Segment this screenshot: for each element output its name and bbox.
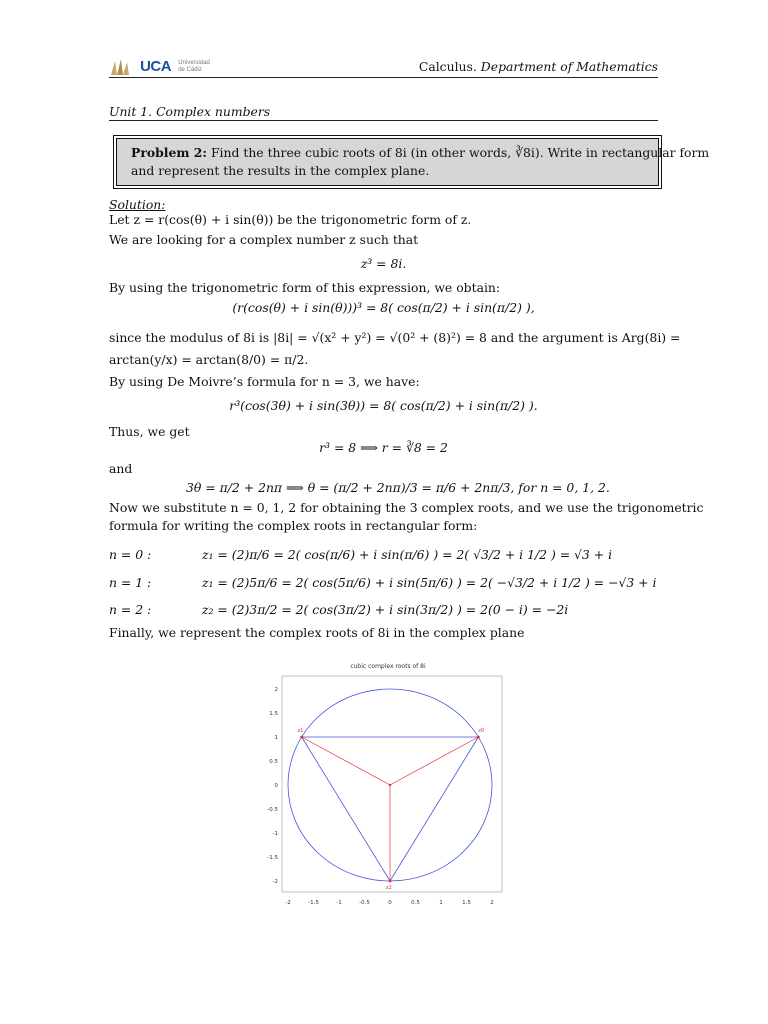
solution-line-7: Thus, we get — [109, 424, 190, 439]
solution-line-4: since the modulus of 8i is |8i| = √(x² + y²) = √(0² + (8)²) = 8 and the argument is Arg(8i) = — [109, 330, 681, 345]
chart-svg — [266, 656, 506, 912]
complex-roots-chart — [266, 656, 506, 912]
point-z0 — [477, 736, 480, 739]
unit-rule — [109, 120, 658, 121]
y-tick-label: -1 — [272, 831, 278, 837]
radius-z1 — [302, 737, 390, 785]
solution-line-11: Finally, we represent the complex roots of 8i in the complex plane — [109, 625, 525, 640]
solution-line-10: formula for writing the complex roots in rectangular form: — [109, 518, 478, 533]
solution-line-3: By using the trigonometric form of this expression, we obtain: — [109, 280, 501, 295]
university-logo — [109, 56, 210, 77]
logo-sub-2: de Cádiz — [178, 66, 202, 73]
y-tick-label: -0.5 — [267, 807, 278, 813]
root-1-n: n = 1 : — [109, 575, 152, 590]
problem-text-1: Find the three cubic roots of 8i (in other words, ∛8i). Write in rectangular form — [210, 145, 710, 160]
x-tick-label: 0.5 — [411, 900, 420, 906]
equation-5: 3θ = π/2 + 2nπ ⟹ θ = (π/2 + 2nπ)/3 = π/6 + 2nπ/3, for n = 0, 1, 2. — [186, 480, 610, 495]
triangle-edge-z2-z0 — [390, 737, 478, 881]
point-label-z0: z0 — [478, 728, 485, 734]
equation-2: (r(cos(θ) + i sin(θ)))³ = 8( cos(π/2) + i sin(π/2) ), — [232, 300, 535, 315]
y-tick-label: 0.5 — [269, 759, 278, 765]
radius-z0 — [390, 737, 478, 785]
root-0-n: n = 0 : — [109, 547, 152, 562]
x-tick-label: -1.5 — [308, 900, 319, 906]
triangle-edge-z1-z2 — [302, 737, 390, 881]
x-tick-label: 0 — [388, 900, 392, 906]
solution-line-2: We are looking for a complex number z such that — [109, 232, 419, 247]
point-z1 — [300, 736, 303, 739]
x-tick-label: -2 — [285, 900, 291, 906]
x-tick-label: -0.5 — [359, 900, 370, 906]
y-tick-label: 1.5 — [269, 711, 278, 717]
solution-line-9: Now we substitute n = 0, 1, 2 for obtaining the 3 complex roots, and we use the trigonometric — [109, 500, 704, 515]
header-rule — [109, 77, 658, 78]
equation-1: z³ = 8i. — [360, 256, 407, 271]
problem-box-inner — [116, 138, 710, 186]
header-title — [419, 59, 658, 75]
problem-text-2: and represent the results in the complex plane. — [131, 163, 430, 178]
header-course: Calculus. — [418, 59, 477, 74]
x-tick-label: 2 — [490, 900, 494, 906]
y-tick-label: 0 — [274, 783, 278, 789]
logo-sub-1: Universidad — [178, 59, 210, 66]
unit-title: Unit 1. Complex numbers — [109, 104, 271, 119]
origin-point — [389, 784, 391, 786]
header-department: Department of Mathematics — [480, 59, 658, 74]
x-tick-label: -1 — [336, 900, 342, 906]
equation-3: r³(cos(3θ) + i sin(3θ)) = 8( cos(π/2) + i sin(π/2) ). — [229, 398, 538, 413]
y-tick-label: -2 — [272, 879, 278, 885]
problem-label: Problem 2: — [131, 145, 207, 160]
solution-heading: Solution: — [109, 197, 166, 212]
x-tick-label: 1.5 — [462, 900, 471, 906]
chart-title: cubic complex roots of 8i — [350, 663, 426, 670]
logo-mark-icon — [109, 57, 135, 77]
y-tick-label: 2 — [274, 687, 278, 693]
y-tick-label: 1 — [274, 735, 278, 741]
point-z2 — [389, 880, 392, 883]
x-tick-label: 1 — [439, 900, 443, 906]
root-2-expr: z₂ = (2)3π/2 = 2( cos(3π/2) + i sin(3π/2) ) = 2(0 − i) = −2i — [202, 602, 569, 617]
root-0-expr: z₁ = (2)π/6 = 2( cos(π/6) + i sin(π/6) ) = 2( √3/2 + i 1/2 ) = √3 + i — [202, 547, 613, 562]
root-2-n: n = 2 : — [109, 602, 152, 617]
problem-box — [113, 135, 710, 189]
y-tick-label: -1.5 — [267, 855, 278, 861]
solution-line-6: By using De Moivre’s formula for n = 3, we have: — [109, 374, 420, 389]
solution-line-5: arctan(y/x) = arctan(8/0) = π/2. — [109, 352, 309, 367]
point-label-z1: z1 — [297, 728, 304, 734]
root-1-expr: z₁ = (2)5π/6 = 2( cos(5π/6) + i sin(5π/6) ) = 2( −√3/2 + i 1/2 ) = −√3 + i — [202, 575, 657, 590]
solution-line-1: Let z = r(cos(θ) + i sin(θ)) be the trigonometric form of z. — [109, 212, 472, 227]
point-label-z2: z2 — [386, 885, 392, 891]
logo-text: UCA — [140, 58, 172, 75]
equation-4: r³ = 8 ⟹ r = ∛8 = 2 — [319, 440, 448, 455]
solution-line-8: and — [109, 461, 133, 476]
